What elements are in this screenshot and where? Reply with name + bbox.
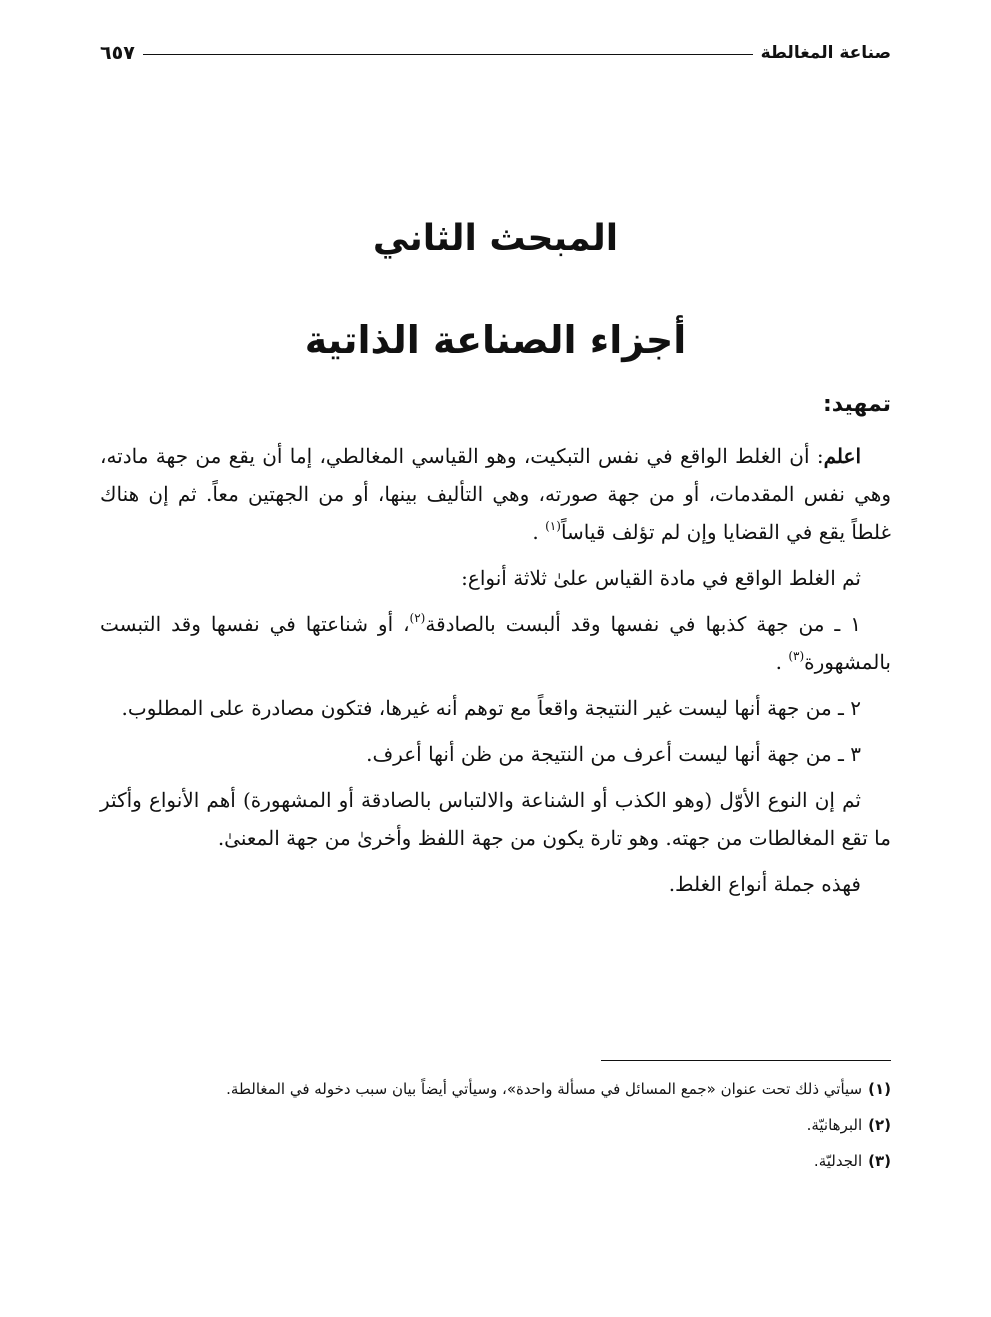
footnote-number: (٣)	[868, 1152, 891, 1170]
page-number: ٦٥٧	[100, 42, 135, 64]
intro-label: تمهيد:	[822, 392, 891, 417]
paragraph-3	[100, 605, 891, 681]
paragraph-6	[100, 781, 891, 857]
paragraph-text: ٣ ـ من جهة أنها ليست أعرف من النتيجة من ظن أنها أعرف.	[366, 742, 861, 766]
paragraph-text: : أن الغلط الواقع في نفس التبكيت، وهو القياسي المغالطي، إما أن يقع من جهة مادته، وهي نفس المقدمات، أو من جهة صورته، وهي التأليف بينها، أو من الجهتين معاً. ثم إن هناك غلطاً يقع في القضايا وإن لم تؤلف قياساً	[100, 444, 891, 544]
section-heading: المبحث الثاني	[372, 218, 619, 259]
paragraph-7	[100, 865, 891, 903]
lead-word: اعلم	[823, 444, 862, 468]
footnote-separator	[601, 1060, 891, 1061]
footnotes	[100, 1076, 891, 1184]
footnote-ref[interactable]: (٣)	[788, 649, 805, 663]
footnote-text: الجدليّة.	[813, 1152, 863, 1170]
footnote-ref[interactable]: (٢)	[409, 611, 426, 625]
paragraph-2	[100, 559, 891, 597]
section-subheading: أجزاء الصناعة الذاتية	[304, 318, 687, 362]
paragraph-text: فهذه جملة أنواع الغلط.	[668, 872, 861, 896]
paragraph-text: ثم إن النوع الأوّل (وهو الكذب أو الشناعة والالتباس بالصادقة أو المشهورة) أهم الأنواع وأكثر ما تقع المغالطات من جهته. وهو تارة يكون من جهة اللفظ وأخرىٰ من جهة المعنىٰ.	[100, 788, 891, 850]
paragraph-text: ثم الغلط الواقع في مادة القياس علىٰ ثلاثة أنواع:	[461, 566, 861, 590]
running-header	[100, 38, 891, 68]
paragraph-text: ٢ ـ من جهة أنها ليست غير النتيجة واقعاً مع توهم أنه غيرها، فتكون مصادرة على المطلوب.	[121, 696, 861, 720]
footnote-text: سيأتي ذلك تحت عنوان «جمع المسائل في مسألة واحدة»، وسيأتي أيضاً بيان سبب دخوله في المغالطة.	[226, 1080, 863, 1098]
book-page	[100, 0, 891, 1317]
paragraph-text: ١ ـ من جهة كذبها في نفسها وقد ألبست بالصادقة	[425, 612, 861, 636]
paragraph-end: .	[775, 650, 782, 674]
running-header-title: صناعة المغالطة	[760, 43, 891, 63]
footnote-number: (١)	[868, 1080, 891, 1098]
footnote-ref[interactable]: (١)	[545, 519, 561, 533]
header-rule	[143, 54, 753, 55]
footnote-2	[100, 1112, 891, 1138]
footnote-text: البرهانيّة.	[806, 1116, 863, 1134]
footnote-3	[100, 1148, 891, 1174]
footnote-1	[100, 1076, 891, 1102]
paragraph-end: .	[532, 520, 539, 544]
paragraph-5	[100, 735, 891, 773]
body-text	[100, 437, 891, 911]
paragraph-4	[100, 689, 891, 727]
footnote-number: (٢)	[868, 1116, 891, 1134]
paragraph-1	[100, 437, 891, 551]
paragraph-text-continued: ، أو شناعتها في نفسها وقد التبست بالمشهورة	[100, 612, 891, 674]
